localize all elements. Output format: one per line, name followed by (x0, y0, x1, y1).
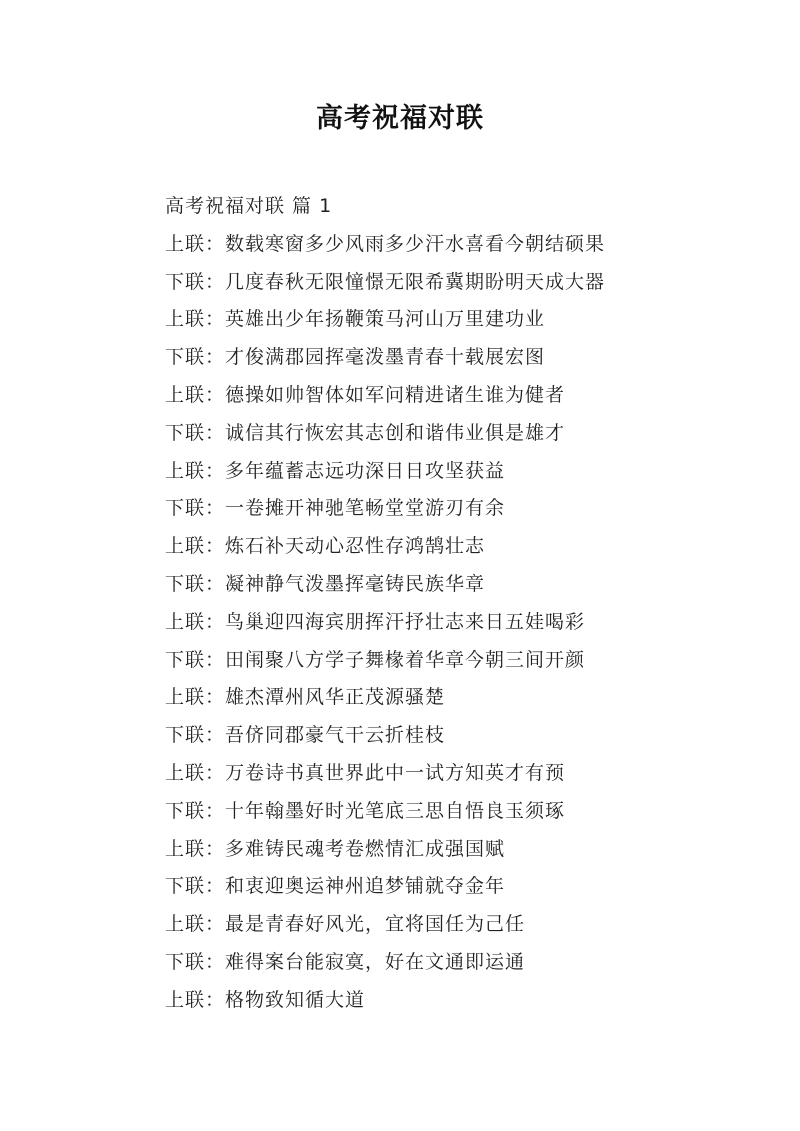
couplet-line: 下联：和衷迎奥运神州追梦铺就夺金年 (165, 875, 506, 898)
couplet-line: 上联：格物致知循大道 (165, 988, 366, 1011)
couplet-line: 下联：几度春秋无限憧憬无限希冀期盼明天成大器 (165, 270, 606, 293)
couplet-line: 下联：吾侪同郡豪气干云折桂枝 (165, 724, 446, 747)
couplet-line: 上联：雄杰潭州风华正茂源骚楚 (165, 686, 446, 709)
document-title: 高考祝福对联 (316, 103, 484, 134)
couplet-line: 上联：万卷诗书真世界此中一试方知英才有预 (165, 761, 566, 784)
couplet-line: 上联：数载寒窗多少风雨多少汗水喜看今朝结硕果 (165, 232, 606, 255)
couplet-line: 下联：难得案台能寂寞，好在文通即运通 (165, 950, 526, 973)
document-body (165, 188, 725, 1020)
couplet-line: 上联：多难铸民魂考卷燃情汇成强国赋 (165, 837, 506, 860)
couplet-line: 上联：英雄出少年扬鞭策马河山万里建功业 (165, 308, 546, 331)
couplet-line: 下联：田闱聚八方学子舞椽着华章今朝三间开颜 (165, 648, 586, 671)
couplet-line: 下联：十年翰墨好时光笔底三思自悟良玉须琢 (165, 799, 566, 822)
couplet-line: 上联：最是青春好风光，宜将国任为己任 (165, 913, 526, 936)
section-heading: 高考祝福对联 篇 1 (165, 195, 333, 217)
couplet-line: 下联：一卷摊开神驰笔畅堂堂游刃有余 (165, 497, 506, 520)
couplet-line: 上联：德操如帅智体如军问精进诸生谁为健者 (165, 383, 566, 406)
couplet-line: 上联：鸟巢迎四海宾朋挥汗抒壮志来日五娃喝彩 (165, 610, 586, 633)
couplet-line: 下联：凝神静气泼墨挥毫铸民族华章 (165, 572, 486, 595)
couplet-line: 下联：才俊满郡园挥毫泼墨青春十载展宏图 (165, 346, 546, 369)
couplet-line: 上联：多年蕴蓄志远功深日日攻坚获益 (165, 459, 506, 482)
couplet-line: 下联：诚信其行恢宏其志创和谐伟业俱是雄才 (165, 421, 566, 444)
couplet-line: 上联：炼石补天动心忍性存鸿鹄壮志 (165, 535, 486, 558)
